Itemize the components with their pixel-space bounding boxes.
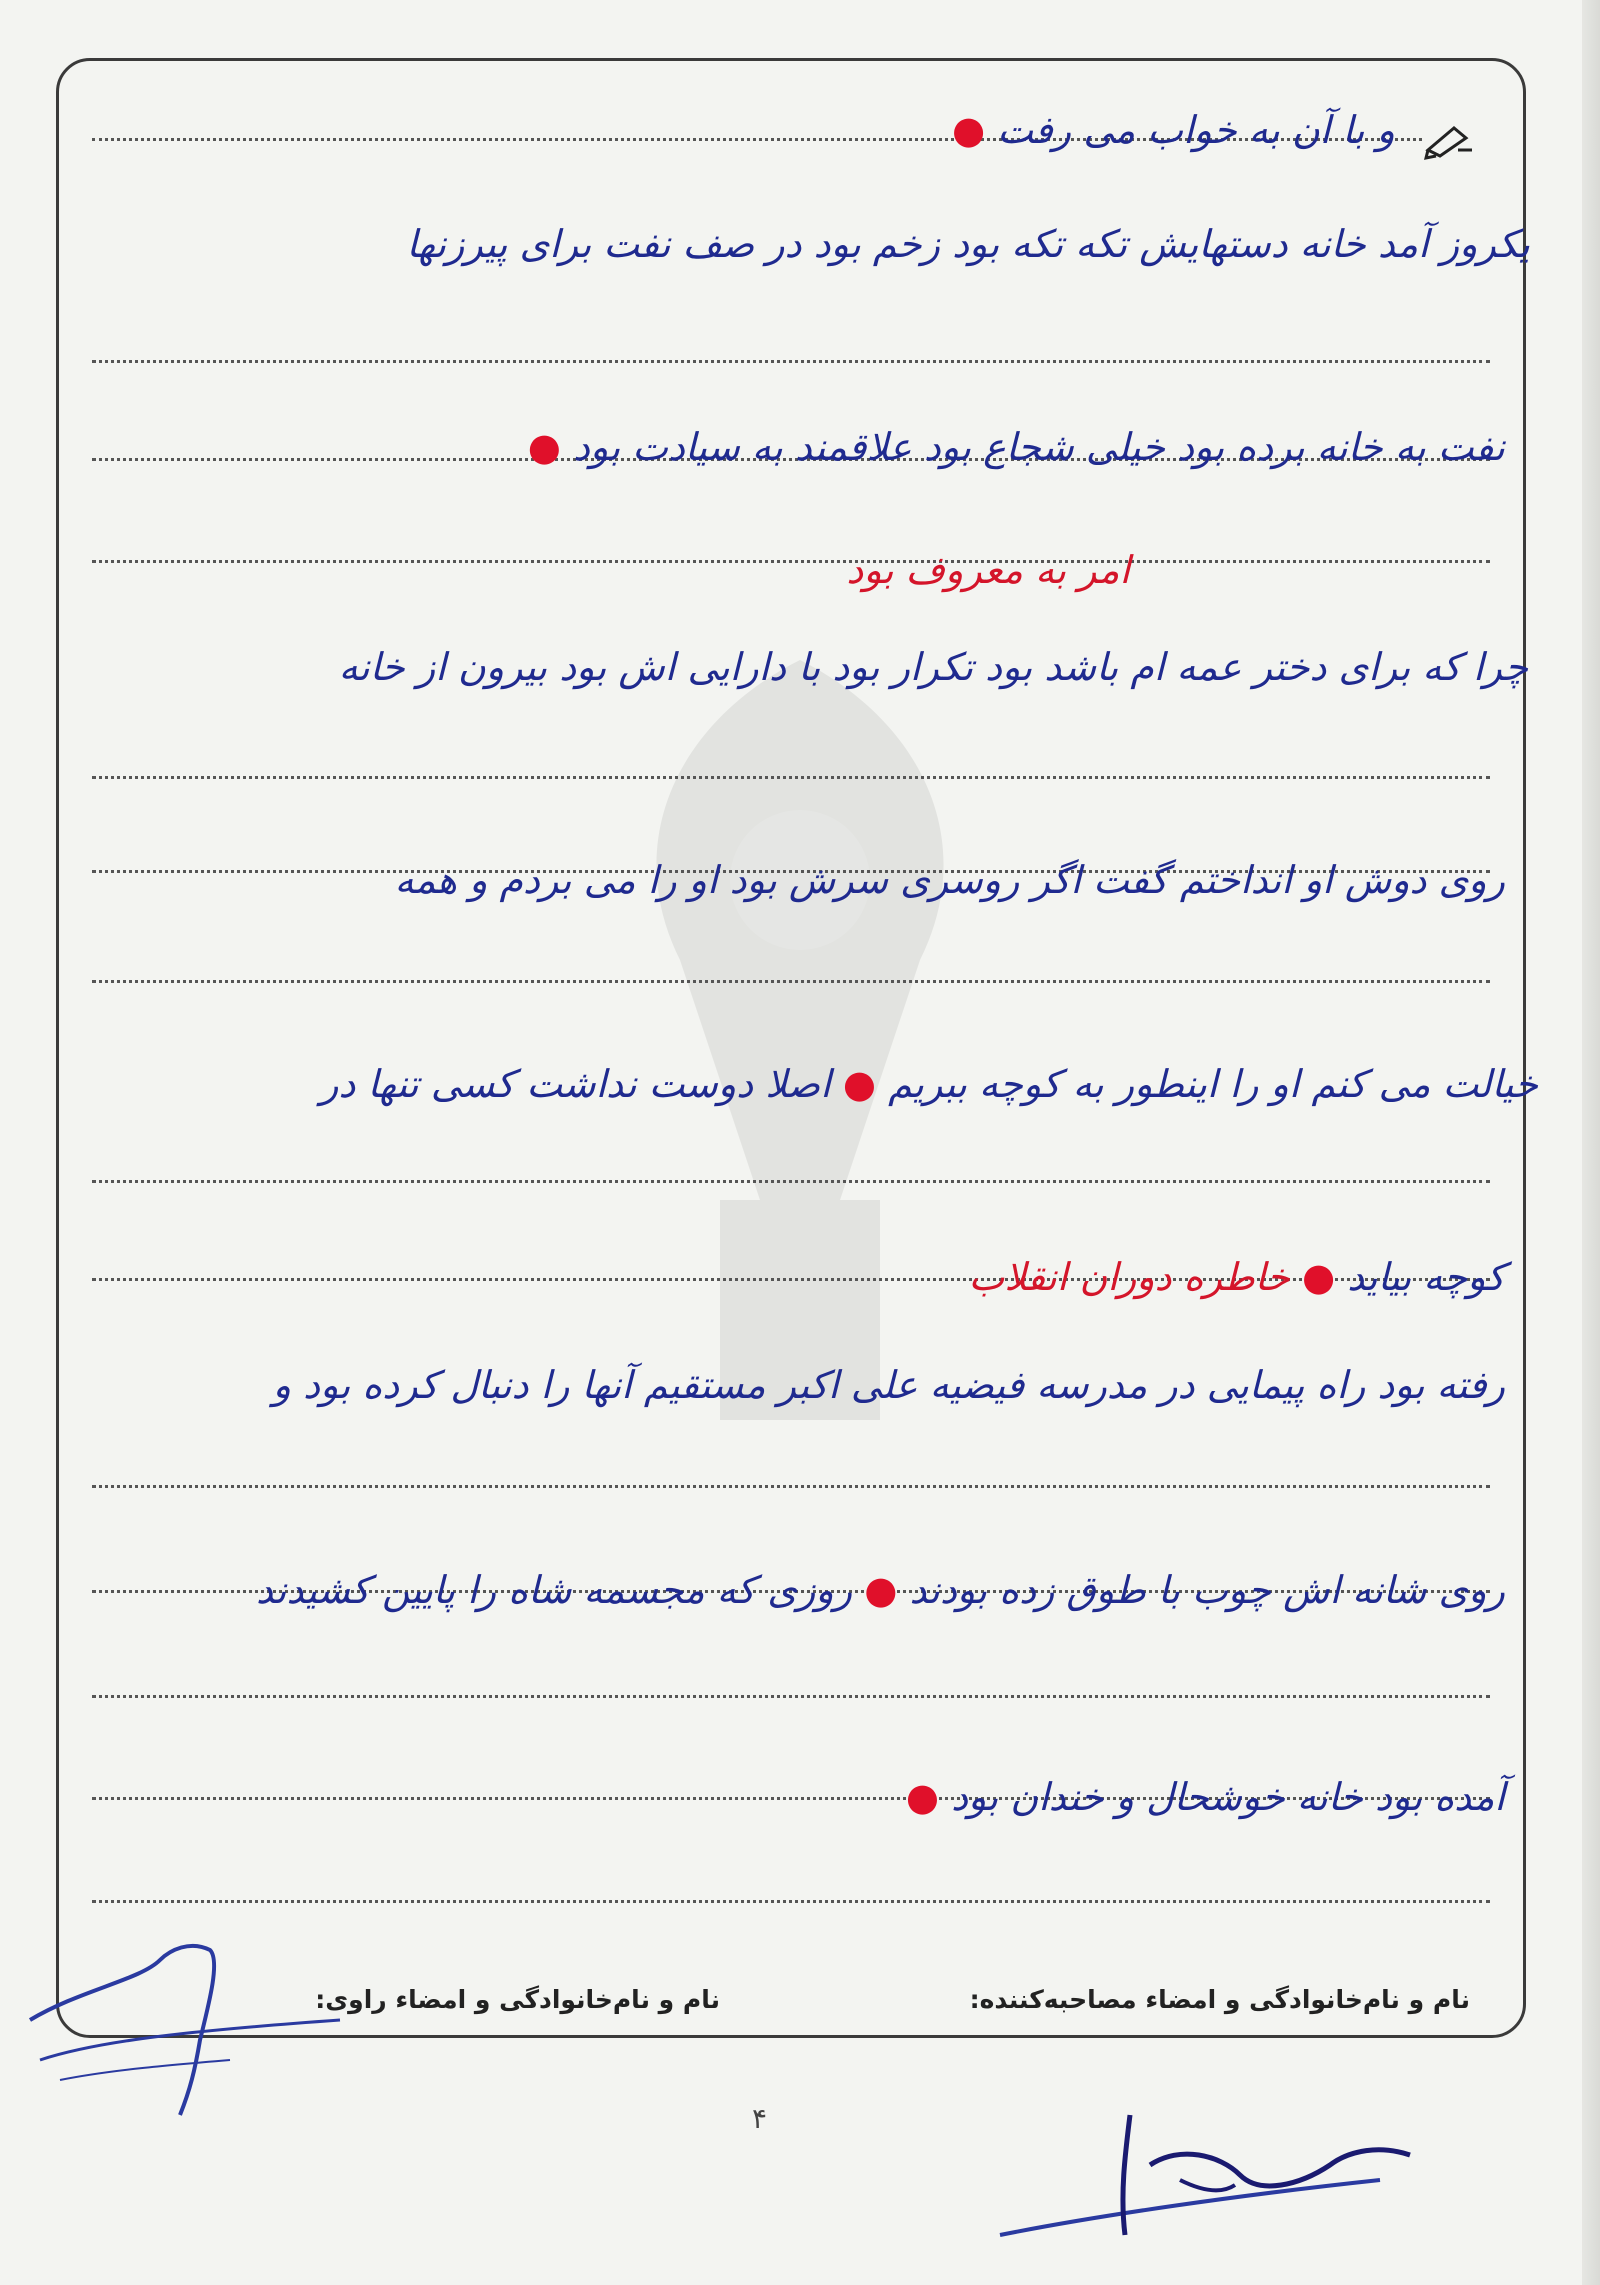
line-text: روزی که مجسمه شاه را پایین کشیدند [255, 1568, 853, 1612]
handwritten-line [969, 1255, 1505, 1299]
ruled-line [92, 1695, 1490, 1698]
period-mark: ● [1289, 1255, 1348, 1299]
handwritten-line [320, 1062, 1538, 1106]
line-text: نفت به خانه برده بود خیلی شجاع بود علاقمند به سیادت بود [573, 425, 1505, 469]
line-text: امر به معروف بود [846, 548, 1130, 592]
scan-edge [1582, 0, 1600, 2285]
narrator-signature-icon [20, 1920, 350, 2120]
handwritten-line [339, 645, 1528, 689]
interviewer-signature-icon [980, 2085, 1450, 2245]
ruled-line [92, 776, 1490, 779]
line-text: یکروز آمد خانه دستهایش تکه تکه بود زخم بود در صف نفت برای پیرزنها [406, 222, 1530, 266]
handwritten-line [952, 108, 1395, 152]
handwritten-line [906, 1775, 1505, 1819]
period-mark: ● [527, 425, 574, 469]
period-mark: ● [905, 1775, 952, 1819]
line-text: کوچه بیاید [1347, 1255, 1505, 1299]
pen-icon [1424, 120, 1476, 160]
ruled-line [92, 980, 1490, 983]
handwritten-line [406, 222, 1530, 266]
handwritten-line [395, 858, 1505, 902]
line-text: روی شانه اش چوب با طوق زده بودند [909, 1568, 1505, 1612]
line-text: آمده بود خانه خوشحال و خندان بود [951, 1775, 1505, 1819]
line-text: روی دوش او انداختم گفت اگر روسری سرش بود او را می بردم و همه [394, 858, 1505, 902]
line-text: اصلا دوست نداشت کسی تنها در [320, 1062, 831, 1106]
period-mark: ● [830, 1062, 889, 1106]
narrator-signature-label: نام و نام‌خانوادگی و امضاء راوی: [315, 1985, 720, 2014]
line-text: و با آن به خواب می رفت [997, 108, 1395, 152]
line-text: رفته بود راه پیمایی در مدرسه فیضیه علی اکبر مستقیم آنها را دنبال کرده بود و [272, 1363, 1505, 1407]
ruled-line [92, 560, 1490, 563]
handwritten-line [528, 425, 1505, 469]
ruled-line [92, 1485, 1490, 1488]
line-text: چرا که برای دختر عمه ام باشد بود تکرار بود با دارایی اش بود بیرون از خانه [338, 645, 1528, 689]
ruled-line [92, 1180, 1490, 1183]
handwritten-line [256, 1568, 1505, 1612]
line-text: خیالت می کنم او را اینطور به کوچه ببریم [888, 1062, 1538, 1106]
period-mark: ● [952, 108, 998, 152]
period-mark: ● [852, 1568, 910, 1612]
inline-heading: خاطره دوران انقلاب [968, 1255, 1290, 1299]
handwritten-line [273, 1363, 1505, 1407]
page-number: ۴ [752, 2102, 768, 2135]
handwritten-heading [846, 548, 1130, 592]
watermark-emblem-icon [560, 640, 1040, 1460]
ruled-line [92, 360, 1490, 363]
interviewer-signature-label: نام و نام‌خانوادگی و امضاء مصاحبه‌کننده: [969, 1985, 1470, 2014]
ruled-line [92, 1900, 1490, 1903]
